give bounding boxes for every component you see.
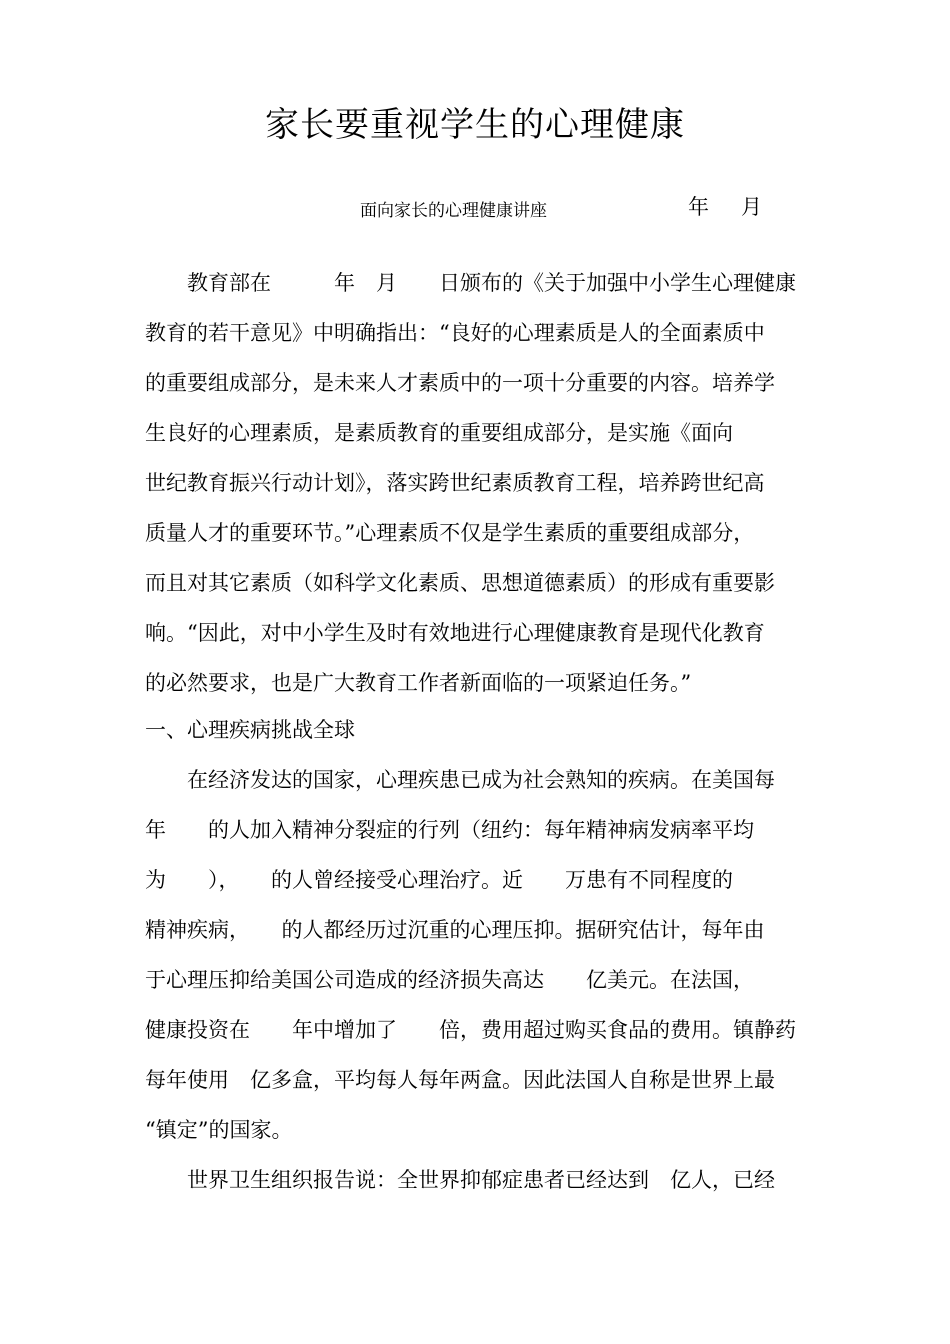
- document-date: [688, 190, 762, 224]
- body-line: 响。“因此，对中小学生及时有效地进行心理健康教育是现代化教育: [145, 621, 765, 645]
- body-line: 教育部在 年 月 日颁布的《关于加强中小学生心理健康: [145, 271, 796, 295]
- body-line: 世界卫生组织报告说：全世界抑郁症患者已经达到 亿人，已经: [145, 1168, 775, 1192]
- body-line: 为 ）， 的人曾经接受心理治疗。近 万患有不同程度的: [145, 868, 733, 892]
- body-line: 精神疾病， 的人都经历过沉重的心理压抑。据研究估计，每年由: [145, 918, 765, 942]
- body-line: 在经济发达的国家，心理疾患已成为社会熟知的疾病。在美国每: [145, 768, 775, 792]
- body-line: 的必然要求，也是广大教育工作者新面临的一项紧迫任务。”: [145, 671, 692, 695]
- date-month-label: 月: [741, 195, 762, 219]
- body-line: 每年使用 亿多盒，平均每人每年两盒。因此法国人自称是世界上最: [145, 1068, 775, 1092]
- section-heading: 一、心理疾病挑战全球: [145, 718, 355, 742]
- body-line: 教育的若干意见》中明确指出：“良好的心理素质是人的全面素质中: [145, 321, 765, 345]
- body-line: “镇定”的国家。: [145, 1118, 293, 1142]
- body-line: 健康投资在 年中增加了 倍，费用超过购买食品的费用。镇静药: [145, 1018, 796, 1042]
- body-line: 生良好的心理素质，是素质教育的重要组成部分，是实施《面向: [145, 421, 733, 445]
- date-year-label: 年: [688, 195, 709, 219]
- body-line: 世纪教育振兴行动计划》，落实跨世纪素质教育工程，培养跨世纪高: [145, 471, 765, 495]
- body-line: 而且对其它素质（如科学文化素质、思想道德素质）的形成有重要影: [145, 571, 775, 595]
- body-line: 的重要组成部分，是未来人才素质中的一项十分重要的内容。培养学: [145, 371, 775, 395]
- document-title: 家长要重视学生的心理健康: [265, 105, 685, 145]
- body-line: 质量人才的重要环节。”心理素质不仅是学生素质的重要组成部分，: [145, 521, 755, 545]
- body-line: 于心理压抑给美国公司造成的经济损失高达 亿美元。在法国，: [145, 968, 754, 992]
- body-line: 年 的人加入精神分裂症的行列（纽约：每年精神病发病率平均: [145, 818, 754, 842]
- document-subtitle: 面向家长的心理健康讲座: [360, 201, 547, 221]
